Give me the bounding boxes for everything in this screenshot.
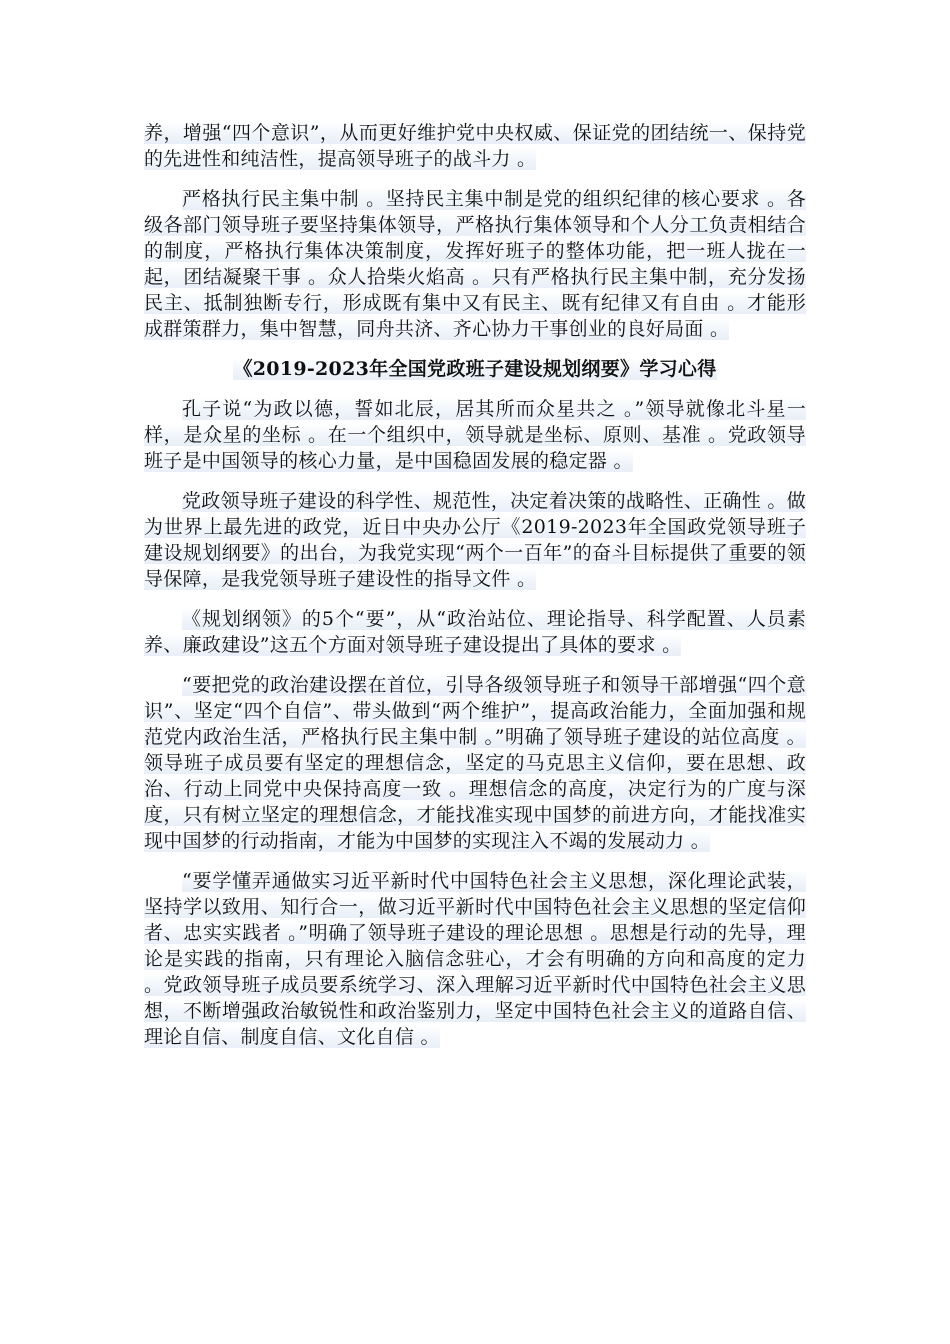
paragraph-continuation xyxy=(144,120,806,172)
paragraph-text: “要把党的政治建设摆在首位，引导各级领导班子和领导干部增强“四个意识”、坚定“四个自信”、带头做到“两个维护”，提高政治能力，全面加强和规范党内政治生活，严格执行民主集中制 。”明确了领导班子建设的站位高度 。领导班子成员要有坚定的理想信念，坚定的马克思主义信仰，要在思想、政治、行动上同党中央保持高度一致 。理想信念的高度，决定行为的广度与深度，只有树立坚定的理想信念，才能找准实现中国梦的前进方向，才能找准实现中国梦的行动指南，才能为中国梦的实现注入不竭的发展动力 。 xyxy=(144,674,806,852)
document-page xyxy=(144,120,806,1064)
paragraph-scientific-construction xyxy=(144,488,806,592)
paragraph-five-requirements xyxy=(144,606,806,658)
paragraph-theoretical-thought xyxy=(144,868,806,1050)
title-text: 《2019-2023年全国党政班子建设规划纲要》学习心得 xyxy=(233,358,717,380)
paragraph-text: 党政领导班子建设的科学性、规范性，决定着决策的战略性、正确性 。做为世界上最先进的政党，近日中央办公厅《2019-2023年全国政党领导班子建设规划纲要》的出台，为我党实现“两个一百年”的奋斗目标提供了重要的领导保障，是我党领导班子建设性的指导文件 。 xyxy=(144,490,806,590)
paragraph-text: 《规划纲领》的5个“要”，从“政治站位、理论指导、科学配置、人员素养、廉政建设”这五个方面对领导班子建设提出了具体的要求 。 xyxy=(144,608,806,656)
paragraph-political-construction xyxy=(144,672,806,854)
paragraph-democratic-centralism xyxy=(144,186,806,342)
paragraph-text: 孔子说“为政以德，誓如北辰，居其所而众星共之 。”领导就像北斗星一样，是众星的坐标 。在一个组织中，领导就是坐标、原则、基准 。党政领导班子是中国领导的核心力量，是中国稳固发展的稳定器 。 xyxy=(144,398,806,472)
paragraph-text: 养，增强“四个意识”，从而更好维护党中央权威、保证党的团结统一、保持党的先进性和纯洁性，提高领导班子的战斗力 。 xyxy=(144,122,806,170)
document-title xyxy=(144,356,806,382)
paragraph-text: “要学懂弄通做实习近平新时代中国特色社会主义思想，深化理论武装，坚持学以致用、知行合一，做习近平新时代中国特色社会主义思想的坚定信仰者、忠实实践者 。”明确了领导班子建设的理论思想 。思想是行动的先导，理论是实践的指南，只有理论入脑信念驻心，才会有明确的方向和高度的定力 。党政领导班子成员要系统学习、深入理解习近平新时代中国特色社会主义思想，不断增强政治敏锐性和政治鉴别力，坚定中国特色社会主义的道路自信、理论自信、制度自信、文化自信 。 xyxy=(144,870,806,1048)
paragraph-text: 严格执行民主集中制 。坚持民主集中制是党的组织纪律的核心要求 。各级各部门领导班子要坚持集体领导，严格执行集体领导和个人分工负责相结合的制度，严格执行集体决策制度，发挥好班子的整体功能，把一班人拢在一起，团结凝聚干事 。众人拾柴火焰高 。只有严格执行民主集中制，充分发扬民主、抵制独断专行，形成既有集中又有民主、既有纪律又有自由 。才能形成群策群力，集中智慧，同舟共济、齐心协力干事创业的良好局面 。 xyxy=(144,188,806,340)
paragraph-confucius xyxy=(144,396,806,474)
